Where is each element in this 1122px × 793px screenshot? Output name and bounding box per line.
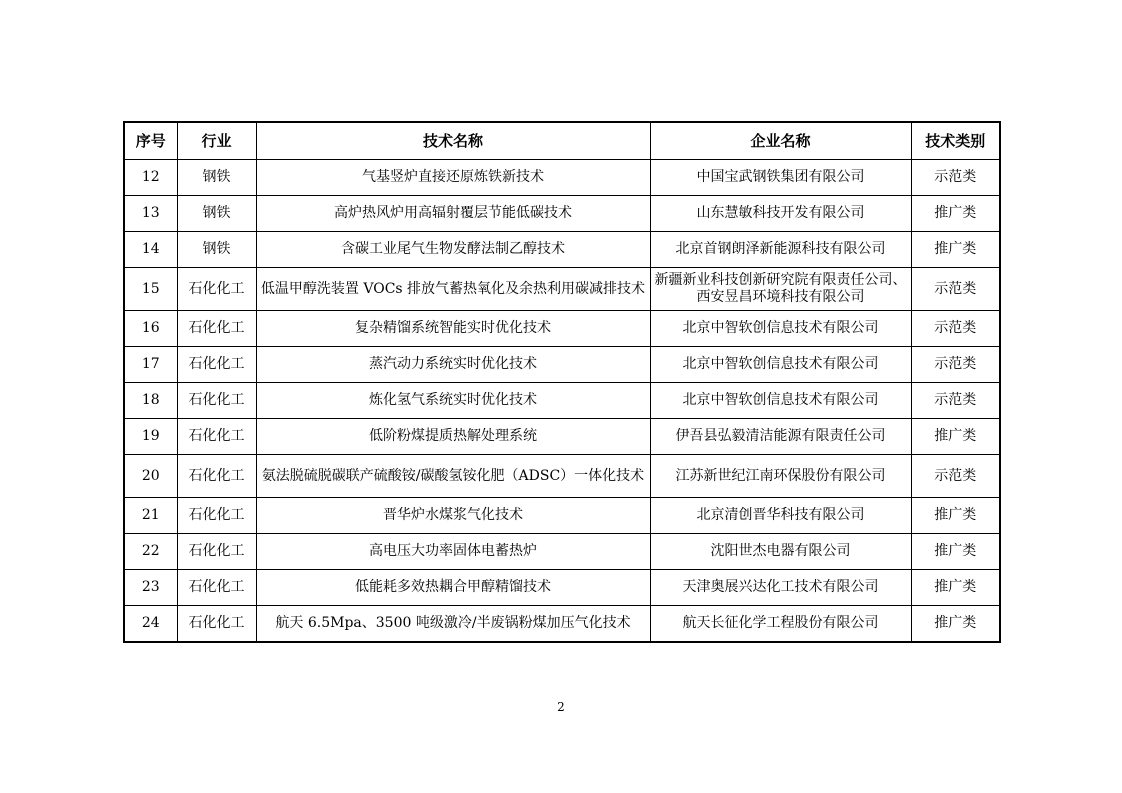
cell-company: 江苏新世纪江南环保股份有限公司 bbox=[650, 455, 911, 498]
cell-no: 21 bbox=[124, 498, 177, 534]
cell-no: 24 bbox=[124, 606, 177, 642]
table-row bbox=[124, 606, 1000, 642]
cell-no: 14 bbox=[124, 232, 177, 268]
cell-company: 北京中智软创信息技术有限公司 bbox=[650, 347, 911, 383]
cell-category: 推广类 bbox=[911, 498, 1000, 534]
header-category: 技术类别 bbox=[911, 122, 1000, 160]
cell-no: 15 bbox=[124, 268, 177, 311]
cell-no: 23 bbox=[124, 570, 177, 606]
cell-category: 推广类 bbox=[911, 534, 1000, 570]
cell-category: 推广类 bbox=[911, 196, 1000, 232]
cell-no: 19 bbox=[124, 419, 177, 455]
cell-tech-name: 低阶粉煤提质热解处理系统 bbox=[256, 419, 650, 455]
cell-no: 16 bbox=[124, 311, 177, 347]
cell-category: 示范类 bbox=[911, 455, 1000, 498]
cell-tech-name: 低能耗多效热耦合甲醇精馏技术 bbox=[256, 570, 650, 606]
cell-category: 推广类 bbox=[911, 232, 1000, 268]
cell-company: 北京清创晋华科技有限公司 bbox=[650, 498, 911, 534]
cell-company: 北京首钢朗泽新能源科技有限公司 bbox=[650, 232, 911, 268]
header-no: 序号 bbox=[124, 122, 177, 160]
cell-category: 示范类 bbox=[911, 160, 1000, 196]
table-header-row bbox=[124, 122, 1000, 160]
cell-tech-name: 高炉热风炉用高辐射覆层节能低碳技术 bbox=[256, 196, 650, 232]
cell-company: 新疆新业科技创新研究院有限责任公司、西安昱昌环境科技有限公司 bbox=[650, 268, 911, 311]
cell-category: 推广类 bbox=[911, 606, 1000, 642]
page-number: 2 bbox=[557, 700, 565, 714]
cell-company: 沈阳世杰电器有限公司 bbox=[650, 534, 911, 570]
cell-no: 13 bbox=[124, 196, 177, 232]
cell-company: 北京中智软创信息技术有限公司 bbox=[650, 383, 911, 419]
cell-tech-name: 蒸汽动力系统实时优化技术 bbox=[256, 347, 650, 383]
table-row bbox=[124, 498, 1000, 534]
cell-no: 17 bbox=[124, 347, 177, 383]
cell-tech-name: 含碳工业尾气生物发酵法制乙醇技术 bbox=[256, 232, 650, 268]
header-tech-name: 技术名称 bbox=[256, 122, 650, 160]
cell-category: 示范类 bbox=[911, 347, 1000, 383]
table-row bbox=[124, 455, 1000, 498]
cell-tech-name: 炼化氢气系统实时优化技术 bbox=[256, 383, 650, 419]
cell-industry: 钢铁 bbox=[177, 196, 256, 232]
cell-company: 中国宝武钢铁集团有限公司 bbox=[650, 160, 911, 196]
table-row bbox=[124, 232, 1000, 268]
cell-no: 18 bbox=[124, 383, 177, 419]
table-row bbox=[124, 268, 1000, 311]
table-row bbox=[124, 347, 1000, 383]
cell-tech-name: 航天 6.5Mpa、3500 吨级激冷/半废锅粉煤加压气化技术 bbox=[256, 606, 650, 642]
cell-tech-name: 低温甲醇洗装置 VOCs 排放气蓄热氧化及余热利用碳减排技术 bbox=[256, 268, 650, 311]
cell-company: 天津奥展兴达化工技术有限公司 bbox=[650, 570, 911, 606]
table-row bbox=[124, 419, 1000, 455]
cell-industry: 石化化工 bbox=[177, 383, 256, 419]
cell-company: 航天长征化学工程股份有限公司 bbox=[650, 606, 911, 642]
cell-category: 示范类 bbox=[911, 311, 1000, 347]
table-row bbox=[124, 534, 1000, 570]
cell-tech-name: 氨法脱硫脱碳联产硫酸铵/碳酸氢铵化肥（ADSC）一体化技术 bbox=[256, 455, 650, 498]
cell-tech-name: 气基竖炉直接还原炼铁新技术 bbox=[256, 160, 650, 196]
cell-industry: 石化化工 bbox=[177, 419, 256, 455]
cell-category: 推广类 bbox=[911, 570, 1000, 606]
cell-industry: 石化化工 bbox=[177, 498, 256, 534]
cell-tech-name: 高电压大功率固体电蓄热炉 bbox=[256, 534, 650, 570]
table-row bbox=[124, 160, 1000, 196]
cell-no: 12 bbox=[124, 160, 177, 196]
cell-no: 22 bbox=[124, 534, 177, 570]
cell-industry: 钢铁 bbox=[177, 160, 256, 196]
cell-industry: 石化化工 bbox=[177, 311, 256, 347]
cell-industry: 石化化工 bbox=[177, 606, 256, 642]
table-row bbox=[124, 311, 1000, 347]
cell-company: 北京中智软创信息技术有限公司 bbox=[650, 311, 911, 347]
cell-industry: 钢铁 bbox=[177, 232, 256, 268]
cell-industry: 石化化工 bbox=[177, 455, 256, 498]
cell-company: 山东慧敏科技开发有限公司 bbox=[650, 196, 911, 232]
cell-industry: 石化化工 bbox=[177, 268, 256, 311]
table-row bbox=[124, 570, 1000, 606]
cell-company: 伊吾县弘毅清洁能源有限责任公司 bbox=[650, 419, 911, 455]
cell-tech-name: 晋华炉水煤浆气化技术 bbox=[256, 498, 650, 534]
header-company: 企业名称 bbox=[650, 122, 911, 160]
cell-industry: 石化化工 bbox=[177, 570, 256, 606]
table-row bbox=[124, 383, 1000, 419]
table-row bbox=[124, 196, 1000, 232]
technology-table bbox=[123, 121, 1001, 643]
header-industry: 行业 bbox=[177, 122, 256, 160]
cell-no: 20 bbox=[124, 455, 177, 498]
cell-industry: 石化化工 bbox=[177, 347, 256, 383]
cell-category: 示范类 bbox=[911, 268, 1000, 311]
cell-category: 推广类 bbox=[911, 419, 1000, 455]
cell-category: 示范类 bbox=[911, 383, 1000, 419]
cell-industry: 石化化工 bbox=[177, 534, 256, 570]
cell-tech-name: 复杂精馏系统智能实时优化技术 bbox=[256, 311, 650, 347]
